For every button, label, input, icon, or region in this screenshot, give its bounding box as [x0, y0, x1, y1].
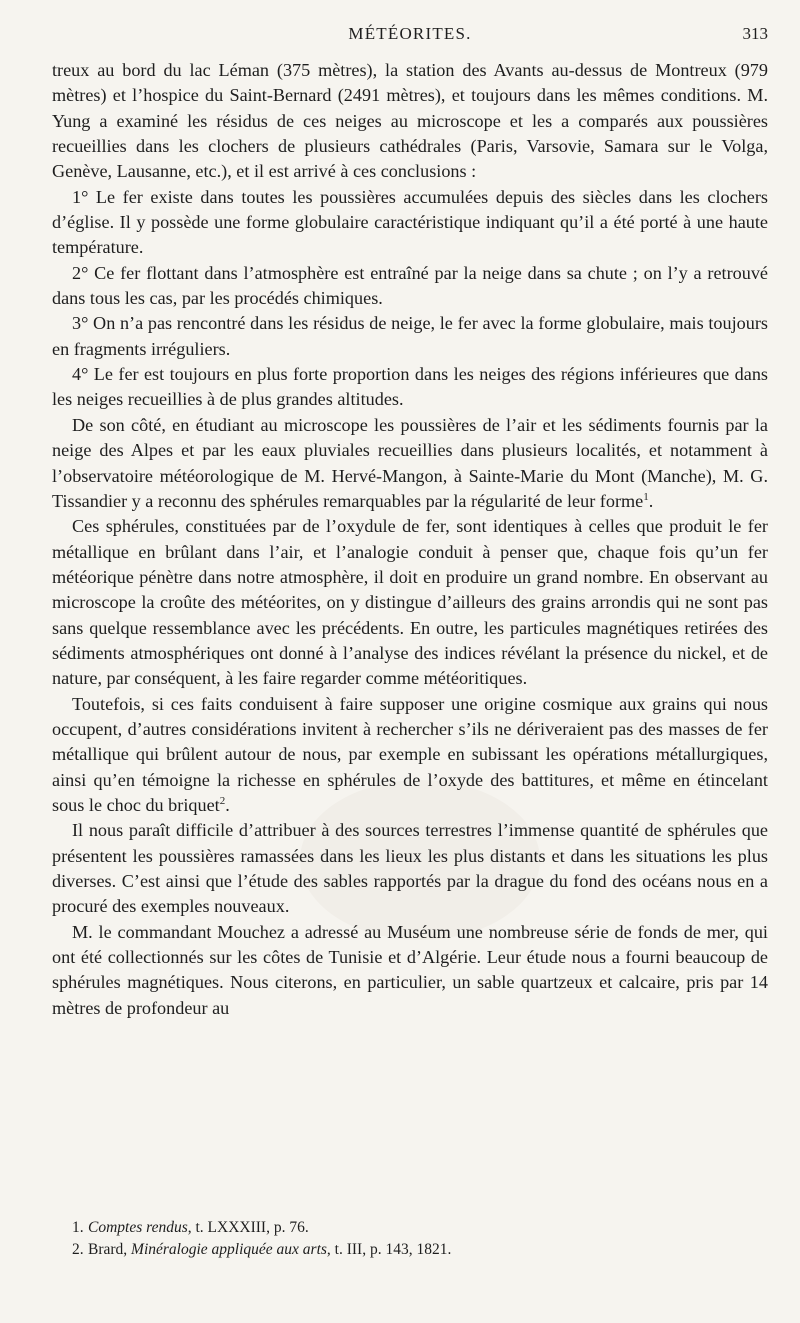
footnote-2 [72, 1239, 752, 1261]
footnote-author: Brard, [88, 1241, 132, 1258]
footnote-title: Comptes rendus [88, 1219, 188, 1236]
paragraph-text: 2° Ce fer flottant dans l’atmosphère est entraîné par la neige dans sa chute ; on l’y a retrouvé dans tous les cas, par les procédés chimiques. [52, 262, 768, 309]
running-head [52, 24, 768, 48]
paragraph-text: Toutefois, si ces faits conduisent à faire supposer une origine cosmique aux grains qui nous occupent, d’autres considérations invitent à rechercher s’ils ne dériveraient pas des masses de fer métallique qui brûlent autour de nous, par exemple en subissant les opérations métallurgiques, ainsi qu’en témoigne la richesse en sphérules de l’oxyde des battitures, et même en étincelant sous le choc du briquet [52, 693, 768, 815]
paragraph [52, 514, 768, 691]
conclusion-item [52, 185, 768, 261]
footnote-reference[interactable]: 2 [219, 794, 226, 807]
running-title: MÉTÉORITES. [348, 24, 472, 43]
paragraph-text: Il nous paraît difficile d’attribuer à des sources terrestres l’immense quantité de sphérules que présentent les poussières ramassées dans les lieux les plus distants et dans les situations les plus diverses. C’est ainsi que l’étude des sables rapportés par la drague du fond des océans nous en a procuré des exemples nouveaux. [52, 820, 768, 917]
paragraph-text: De son côté, en étudiant au microscope les poussières de l’air et les sédiments fournis par la neige des Alpes et par les eaux pluviales recueillies dans plusieurs localités, et notamment à l’observatoire météorologique de M. Hervé-Mangon, à Sainte-Marie du Mont (Manche), M. G. Tissandier y a reconnu des sphérules remarquables par la régularité de leur forme [52, 414, 768, 511]
body-text [52, 58, 768, 1021]
footnote-number: 2. [72, 1241, 84, 1258]
footnote-title: Minéralogie appliquée aux arts [131, 1241, 327, 1258]
footnote-1 [72, 1217, 752, 1239]
conclusion-item [52, 261, 768, 312]
paragraph-text: treux au bord du lac Léman (375 mètres), la station des Avants au-dessus de Montreux (979 mètres) et l’hospice du Saint-Bernard (2491 mètres), et toujours dans les mêmes conditions. M. Yung a examiné les résidus de ces neiges au microscope et les a comparés aux poussières recueillies dans les clochers de plusieurs cathédrales (Paris, Varsovie, Samara sur le Volga, Genève, Lausanne, etc.), et il est arrivé à ces conclusions : [52, 60, 768, 182]
paragraph [52, 413, 768, 514]
paragraph-text: 4° Le fer est toujours en plus forte proportion dans les neiges des régions inférieures que dans les neiges recueillies à de plus grandes altitudes. [52, 364, 768, 410]
conclusion-item [52, 362, 768, 413]
footnote-number: 1. [72, 1219, 84, 1236]
paragraph-continuation [52, 58, 768, 185]
paragraph-text: 1° Le fer existe dans toutes les poussières accumulées depuis des siècles dans les clochers d’église. Il y possède une forme globulaire caractéristique indiquant qu’il a été porté à une haute température. [52, 186, 768, 258]
paragraph [52, 920, 768, 1021]
paragraph-text: M. le commandant Mouchez a adressé au Muséum une nombreuse série de fonds de mer, qui ont été collectionnés sur les côtes de Tunisie et d’Algérie. Leur étude nous a fourni beaucoup de sphérules magnétiques. Nous citerons, en particulier, un sable quartzeux et calcaire, pris par 14 mètres de profondeur au [52, 921, 768, 1018]
footnote-reference[interactable]: 1 [643, 490, 649, 503]
footnotes [72, 1217, 752, 1261]
paragraph [52, 692, 768, 819]
footnote-citation: , t. III, p. 143, 1821. [326, 1241, 452, 1258]
conclusion-item [52, 311, 768, 362]
paragraph-text: Ces sphérules, constituées par de l’oxydule de fer, sont identiques à celles que produit le fer métallique en brûlant dans l’air, et l’analogie conduit à penser que, chaque fois qu’un fer météorique pénètre dans notre atmosphère, il doit en produire un grand nombre. En observant au microscope la croûte des météorites, on y distingue d’ailleurs des grains arrondis qui ne sont pas sans quelque ressemblance avec les précédents. En outre, les particules magnétiques retirées des sédiments atmosphériques ont donné à l’analyse des indices révélant la présence du nickel, et de nature, par conséquent, à les faire regarder comme météoritiques. [52, 516, 768, 689]
paragraph-punctuation: . [225, 794, 230, 815]
page-number: 313 [742, 24, 768, 43]
footnote-citation: , t. LXXXIII, p. 76. [187, 1219, 309, 1236]
paragraph-punctuation: . [648, 490, 654, 511]
paragraph [52, 818, 768, 919]
paragraph-text: 3° On n’a pas rencontré dans les résidus de neige, le fer avec la forme globulaire, mais toujours en fragments irréguliers. [52, 313, 768, 359]
